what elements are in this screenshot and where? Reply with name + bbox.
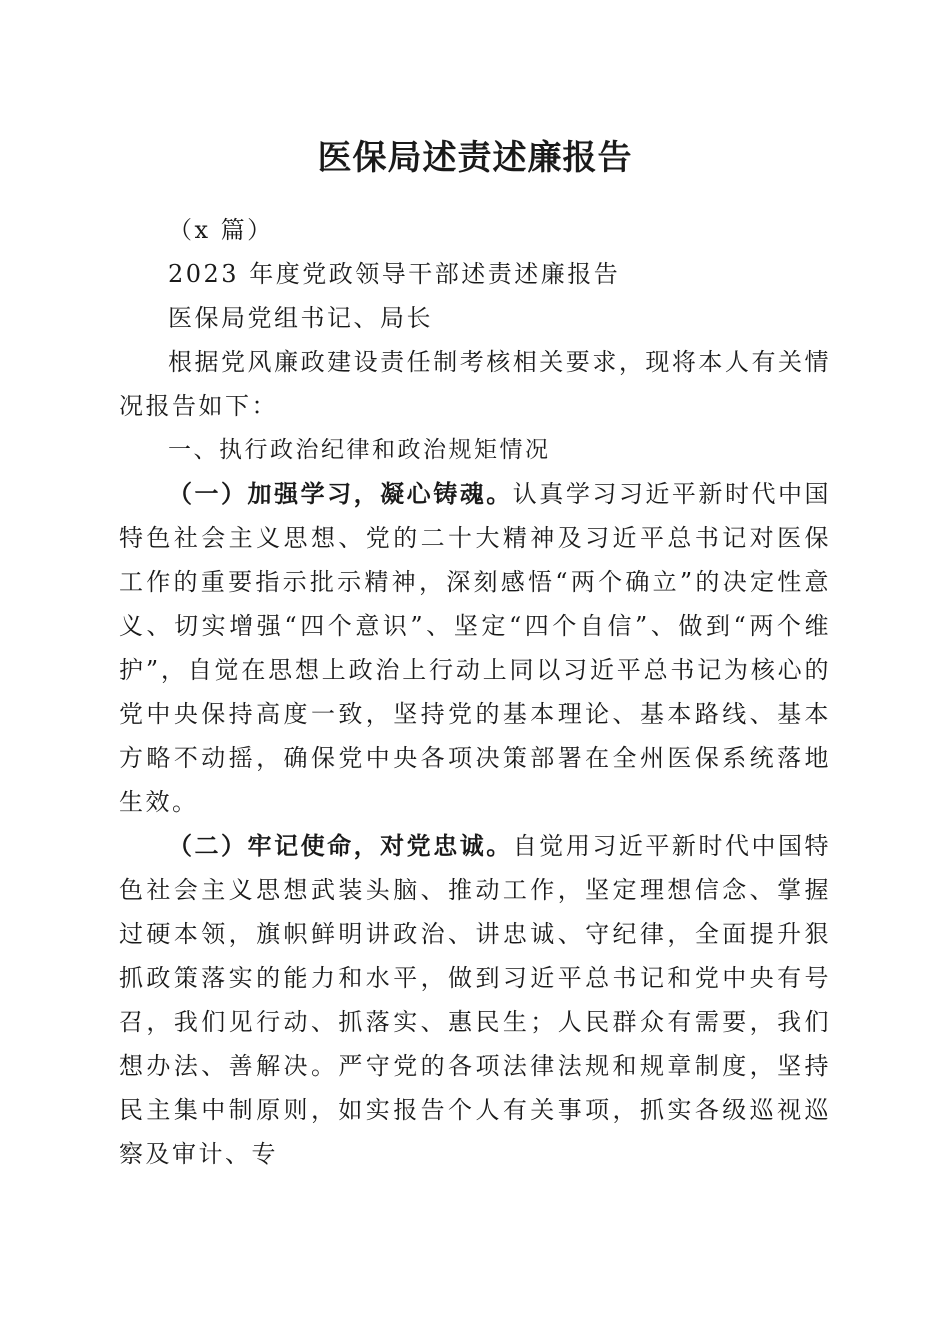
- section-heading: 一、执行政治纪律和政治规矩情况: [168, 437, 551, 463]
- document-note: （x 篇）: [168, 216, 274, 244]
- paragraph-1-lead: （一）加强学习，凝心铸魂。: [168, 479, 513, 508]
- paragraph-1: [119, 472, 831, 824]
- paragraph-2-lead: （二）牢记使命，对党忠诚。: [168, 831, 513, 860]
- report-subtitle: 2023 年度党政领导干部述责述廉报告: [168, 260, 621, 288]
- paragraph-1-body: 认真学习习近平新时代中国特色社会主义思想、党的二十大精神及习近平总书记对医保工作的重要指示批示精神，深刻感悟“两个确立”的决定性意义、切实增强“四个意识”、坚定“四个自信”、做到“两个维护”，自觉在思想上政治上行动上同以习近平总书记为核心的党中央保持高度一致，坚持党的基本理论、基本路线、基本方略不动摇，确保党中央各项决策部署在全州医保系统落地生效。: [119, 480, 832, 816]
- paragraph-2: [119, 824, 831, 1176]
- paragraph-2-body: 自觉用习近平新时代中国特色社会主义思想武装头脑、推动工作，坚定理想信念、掌握过硬本领，旗帜鲜明讲政治、讲忠诚、守纪律，全面提升狠抓政策落实的能力和水平，做到习近平总书记和党中央有号召，我们见行动、抓落实、惠民生；人民群众有需要，我们想办法、善解决。严守党的各项法律法规和规章制度，坚持民主集中制原则，如实报告个人有关事项，抓实各级巡视巡察及审计、专: [119, 832, 832, 1168]
- document-title: 医保局述责述廉报告: [317, 138, 633, 178]
- intro-paragraph: 根据党风廉政建设责任制考核相关要求，现将本人有关情况报告如下：: [119, 348, 831, 420]
- document-body: [119, 208, 831, 1176]
- report-author: 医保局党组书记、局长: [168, 304, 433, 332]
